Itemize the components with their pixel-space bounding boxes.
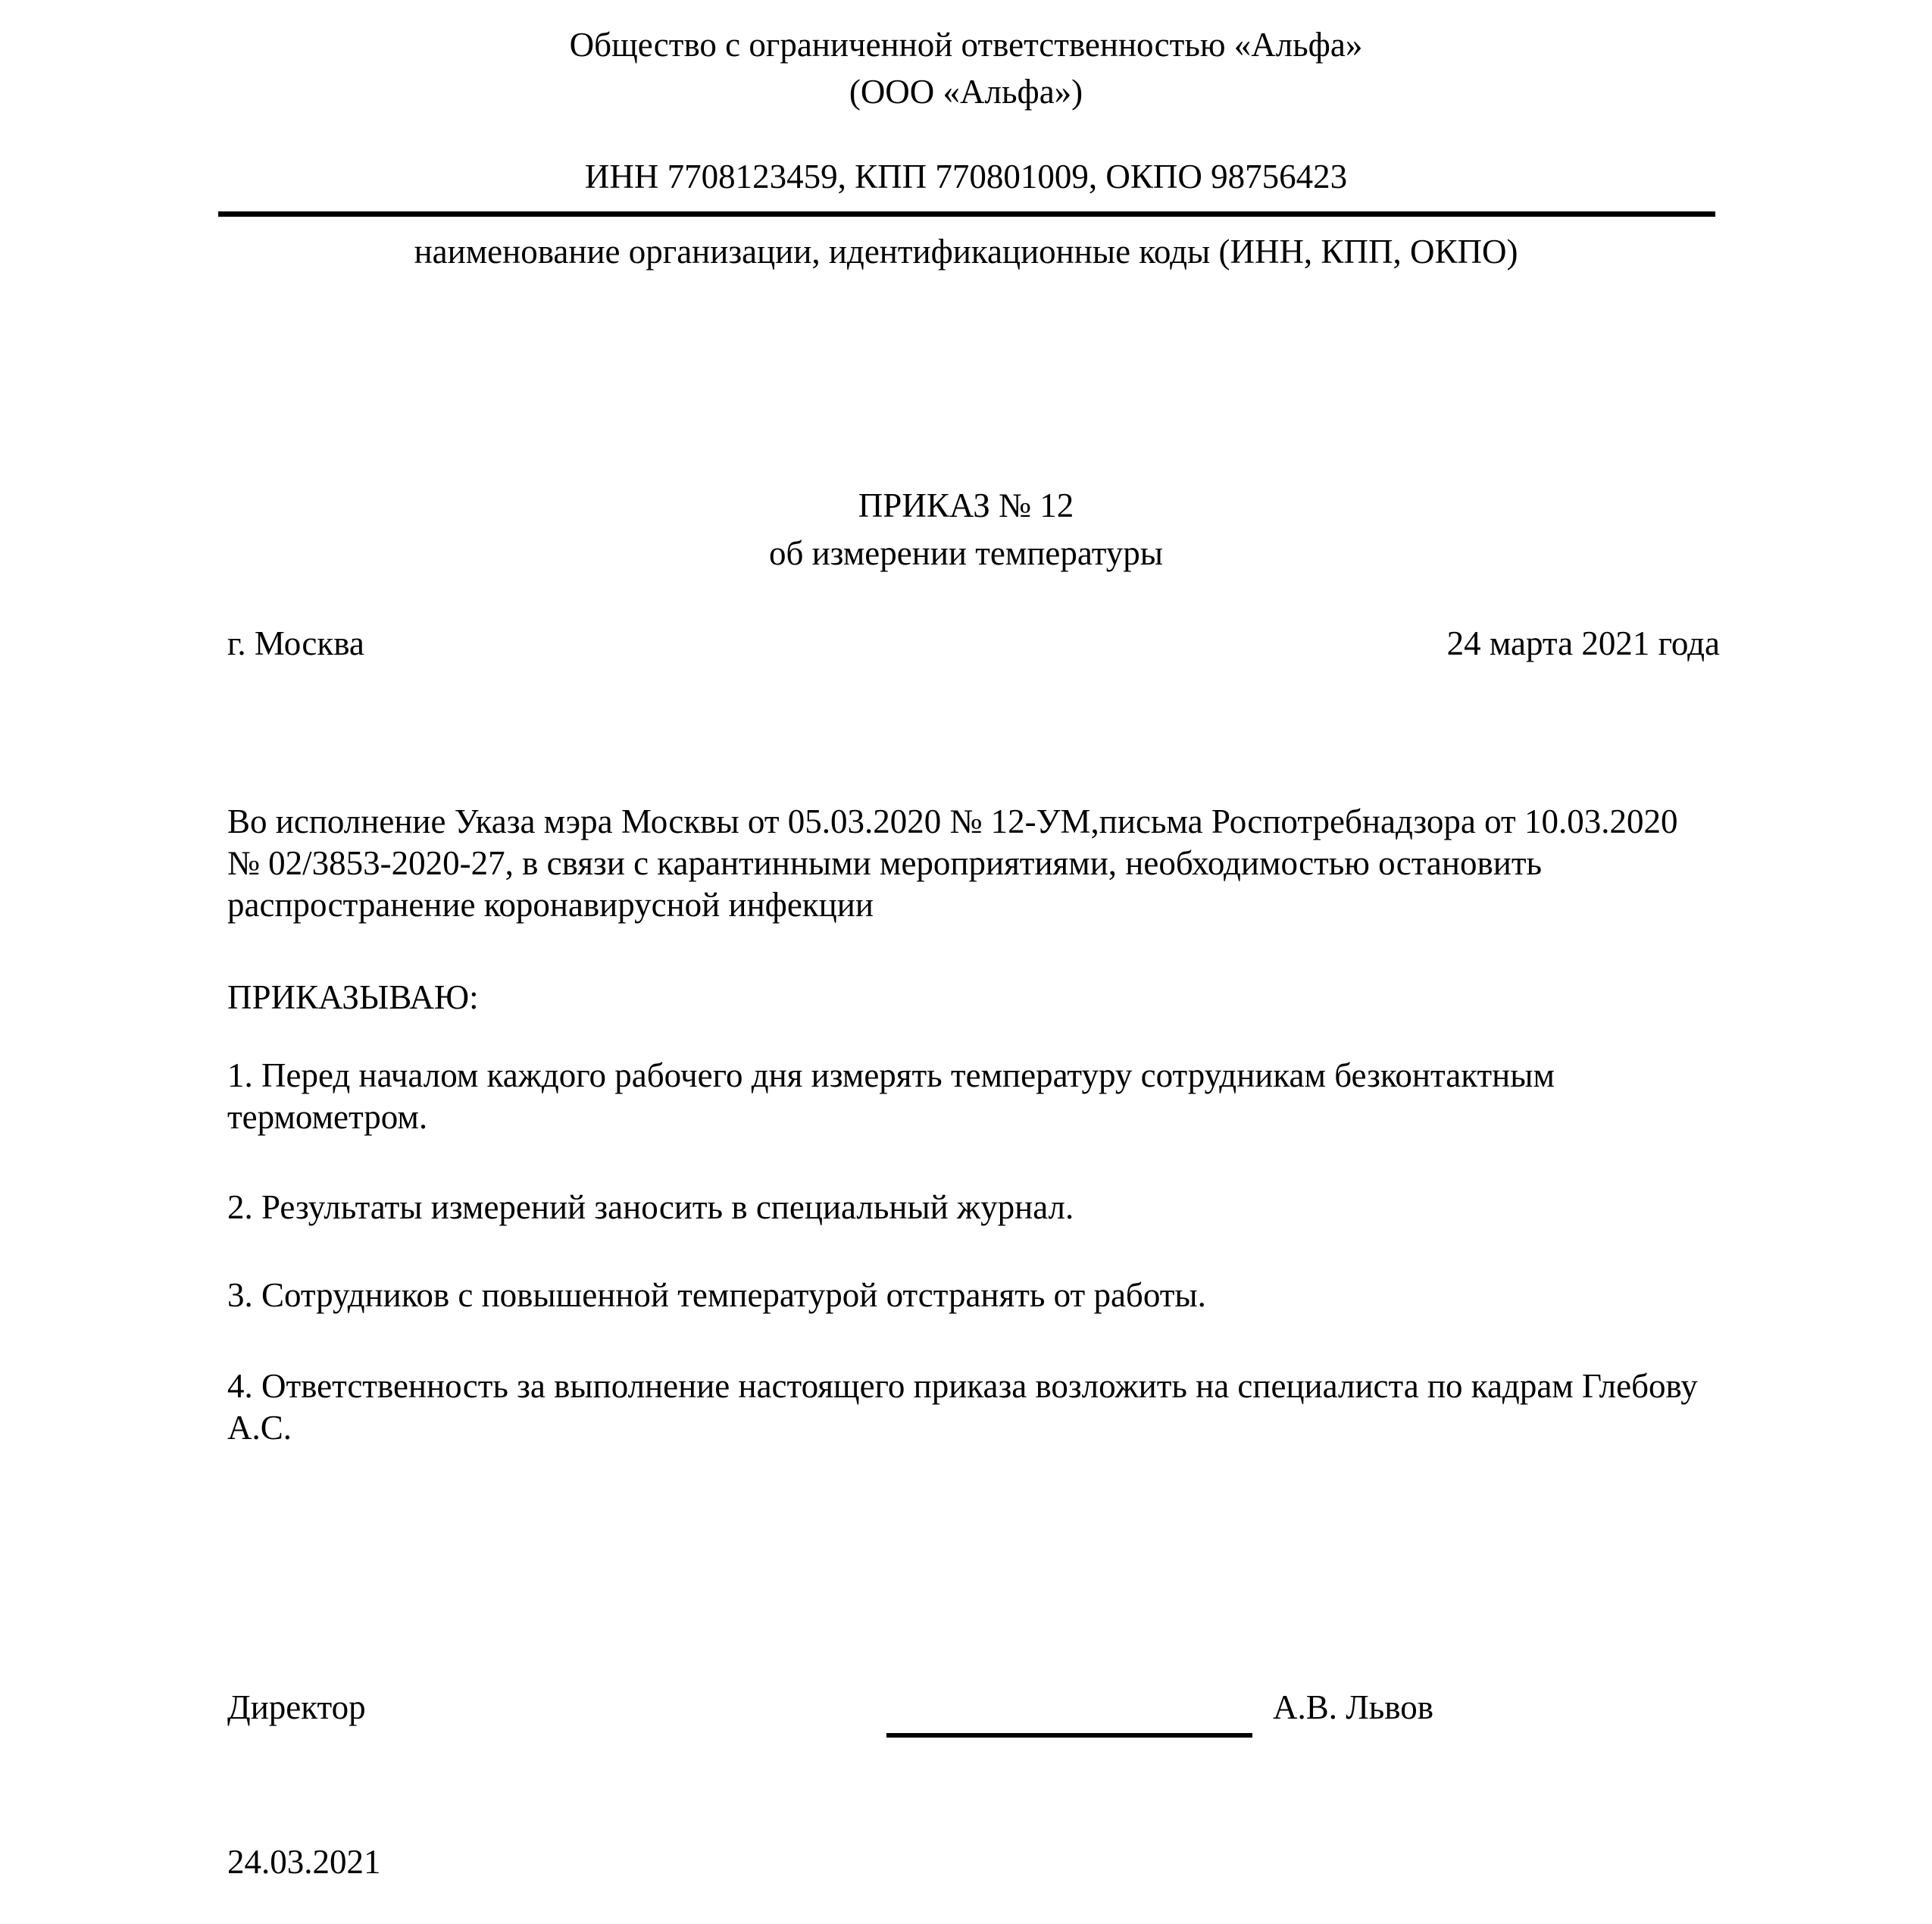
org-header xyxy=(0,21,1932,115)
org-codes-caption: наименование организации, идентификационные коды (ИНН, КПП, ОКПО) xyxy=(414,233,1518,271)
order-item-1: 1. Перед началом каждого рабочего дня измерять температуру сотрудникам безконтактным термометром. xyxy=(227,1056,1555,1136)
org-codes: ИНН 7708123459, КПП 770801009, ОКПО 98756423 xyxy=(584,158,1348,196)
order-item-3: 3. Сотрудников с повышенной температурой отстранять от работы. xyxy=(227,1276,1206,1314)
signature-line xyxy=(886,1733,1252,1738)
org-name-full: Общество с ограниченной ответственностью «Альфа» xyxy=(569,26,1363,64)
city-label: г. Москва xyxy=(227,624,364,662)
date-label: 24 марта 2021 года xyxy=(1446,624,1720,662)
order-item-2: 2. Результаты измерений заносить в специальный журнал. xyxy=(227,1188,1074,1226)
order-title-subject: об измерении температуры xyxy=(768,534,1164,572)
preamble-paragraph: Во исполнение Указа мэра Москвы от 05.03.2020 № 12-УМ,письма Роспотребнадзора от 10.03.2020 № 02/3853-2020-27, в связи с карантинными мероприятиями, необходимостью остановить распространение коронавирусной инфекции xyxy=(227,802,1678,924)
signature-position: Директор xyxy=(227,1688,366,1726)
footer-date: 24.03.2021 xyxy=(227,1843,381,1881)
signature-name: А.В. Львов xyxy=(1273,1688,1433,1726)
meta-row xyxy=(227,623,1720,665)
header-rule-divider xyxy=(218,211,1715,217)
org-name-short: (ООО «Альфа») xyxy=(849,73,1083,111)
order-title-number: ПРИКАЗ № 12 xyxy=(858,486,1074,524)
order-title xyxy=(0,482,1932,577)
order-word: ПРИКАЗЫВАЮ: xyxy=(227,978,479,1016)
order-item-4: 4. Ответственность за выполнение настоящего приказа возложить на специалиста по кадрам Глебову А.С. xyxy=(227,1367,1698,1447)
